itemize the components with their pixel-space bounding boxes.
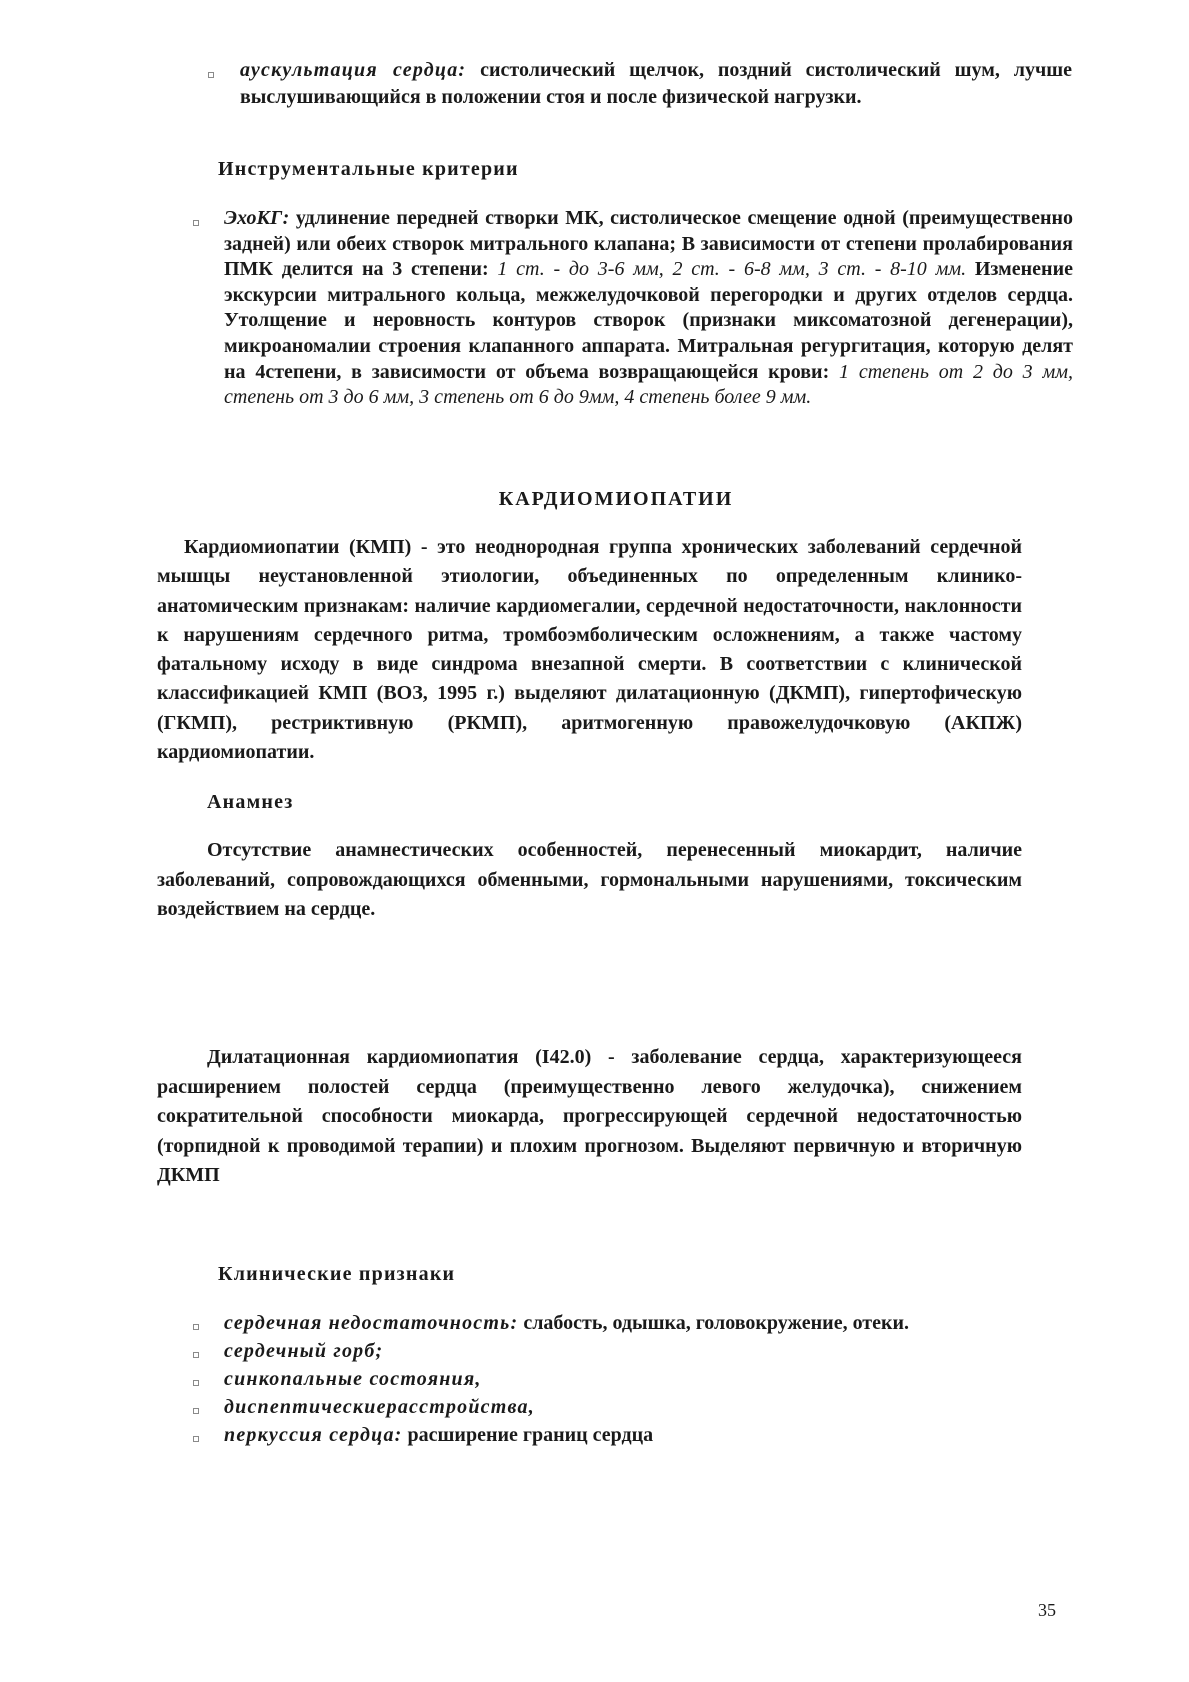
echo-regurgitation-grades: 1 степень от 2 до 3 мм, степень от 3 до 6 мм, 3 степень от 6 до 9мм, 4 степень более 9 мм. xyxy=(224,360,1073,409)
bullet-marker xyxy=(193,1324,199,1330)
bullet-marker xyxy=(193,1380,199,1386)
auscultation-term: аускультация сердца: xyxy=(240,59,467,81)
clinical-item-text: расширение границ сердца xyxy=(402,1424,654,1446)
dcm-paragraph: Дилатационная кардиомиопатия (I42.0) - заболевание сердца, характеризующееся расширением полостей сердца (преимущественно левого желудочка), снижением сократительной способности миокарда, прогрессирующей сердечной недостаточностью (торпидной к проводимой терапии) и плохим прогнозом. Выделяют первичную и вторичную ДКМП xyxy=(157,1046,1022,1186)
bullet-marker xyxy=(193,1436,199,1442)
auscultation-item xyxy=(240,57,1072,111)
auscultation-text: систолический щелчок, поздний систолический шум, лучше выслушивающийся в положении стоя и после физической нагрузки. xyxy=(240,59,1072,108)
echo-text-2: Изменение экскурсии митрального кольца, межжелудочковой перегородки и других отделов сердца. Утолщение и неровность контуров створок (признаки миксоматозной дегенерации), микроаномалии строения клапанного аппарата. Митральная регургитация, которую делят на 4степени, в зависимости от объема возвращающейся крови: xyxy=(224,258,1073,383)
echo-term: ЭхоКГ: xyxy=(224,207,290,229)
clinical-heading: Клинические признаки xyxy=(218,1263,456,1285)
clinical-item-term: синкопальные состояния, xyxy=(224,1368,482,1390)
anamnesis-paragraph: Отсутствие анамнестических особенностей, перенесенный миокардит, наличие заболеваний, сопровождающихся обменными, гормональными нарушениями, токсическим воздействием на сердце. xyxy=(157,839,1022,920)
clinical-item-text: слабость, одышка, головокружение, отеки. xyxy=(518,1312,910,1334)
instrumental-heading: Инструментальные критерии xyxy=(218,158,519,180)
anamnesis-heading: Анамнез xyxy=(207,791,294,813)
clinical-item-term: сердечный горб; xyxy=(224,1340,384,1362)
bullet-marker xyxy=(193,1408,199,1414)
echo-text-1: удлинение передней створки МК, систолическое смещение одной (преимущественно задней) или обеих створок митрального клапана; В зависимости от степени пролабирования ПМК делится на 3 степени: xyxy=(224,207,1073,281)
clinical-item-term: сердечная недостаточность: xyxy=(224,1312,519,1334)
bullet-marker xyxy=(193,220,199,226)
section-title: КАРДИОМИОПАТИИ xyxy=(498,488,734,510)
definition-paragraph: Кардиомиопатии (КМП) - это неоднородная группа хронических заболеваний сердечной мышцы неустановленной этиологии, объединенных по определенным клинико-анатомическим признакам: наличие кардиомегалии, сердечной недостаточности, наклонности к нарушениям сердечного ритма, тромбоэмболическим осложнениям, а также частому фатальному исходу в виде синдрома внезапной смерти. В соответствии с клинической классификацией КМП (ВОЗ, 1995 г.) выделяют дилатационную (ДКМП), гипертофическую (ГКМП), рестриктивную (РКМП), аритмогенную правожелудочковую (АКПЖ) кардиомиопатии. xyxy=(157,536,1022,764)
clinical-item-term: диспептическиерасстройства, xyxy=(224,1396,535,1418)
echo-grades: 1 ст. - до 3-6 мм, 2 ст. - 6-8 мм, 3 ст. - 8-10 мм. xyxy=(497,258,967,281)
bullet-marker xyxy=(208,72,214,78)
clinical-item-term: перкуссия сердца: xyxy=(224,1424,403,1446)
echo-item xyxy=(224,206,1073,411)
bullet-marker xyxy=(193,1352,199,1358)
page-number: 35 xyxy=(1038,1600,1056,1620)
